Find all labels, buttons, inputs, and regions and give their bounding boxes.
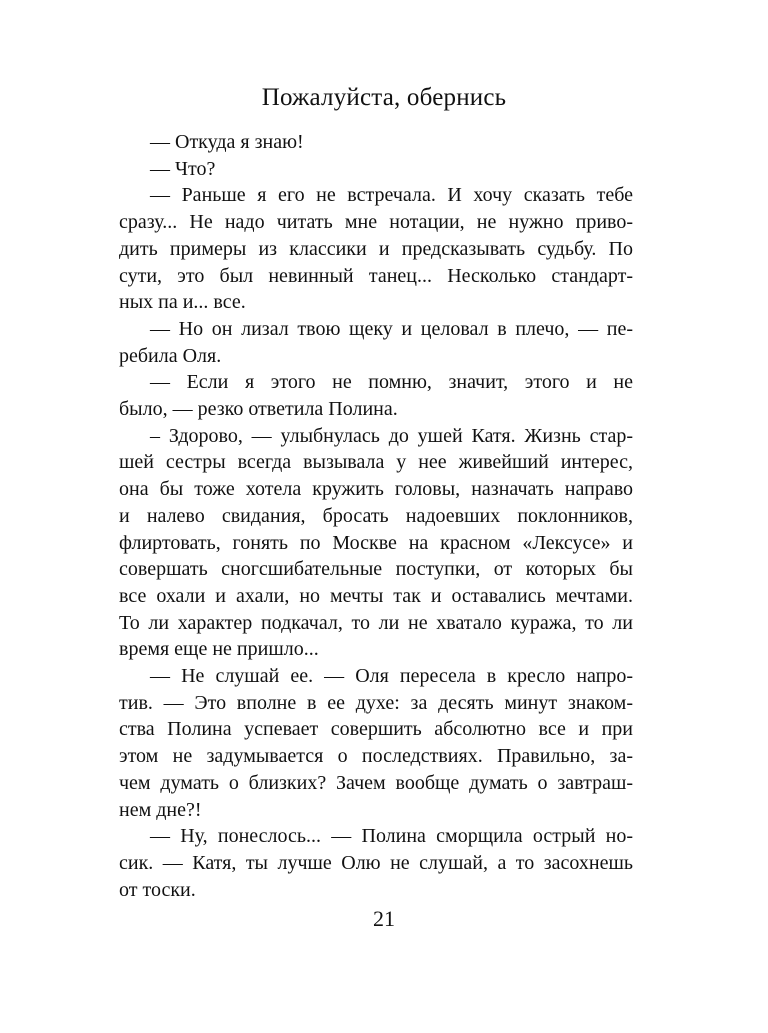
text-line-content: от тоски. [119, 878, 196, 901]
text-line [119, 369, 633, 396]
text-line-content: совершать сногсшибательные поступки, от которых бы [119, 558, 633, 581]
text-line [119, 236, 633, 263]
text-line [119, 583, 633, 610]
text-line [119, 850, 633, 877]
body-text [119, 129, 633, 903]
text-line-content: сик. — Катя, ты лучше Олю не слушай, а то засохнешь [119, 851, 633, 874]
text-line-content: было, — резко ответила Полина. [119, 398, 398, 421]
text-line-content: все охали и ахали, но мечты так и оставались мечтами. [119, 584, 633, 607]
text-line [119, 877, 633, 904]
text-line-content: и налево свидания, бросать надоевших поклонников, [119, 504, 633, 527]
text-line [119, 797, 633, 824]
text-line [119, 690, 633, 717]
text-line-content: этом не задумывается о последствиях. Правильно, за- [119, 745, 633, 768]
text-line [119, 743, 633, 770]
text-line-content: — Если я этого не помню, значит, этого и не [150, 371, 633, 394]
text-line-content: — Что? [150, 157, 216, 180]
text-line [119, 476, 633, 503]
text-line-content: — Ну, понеслось... — Полина сморщила острый но- [150, 825, 633, 848]
text-line [119, 289, 633, 316]
paragraph [119, 823, 633, 903]
text-line [119, 263, 633, 290]
text-line-content: — Но он лизал твою щеку и целовал в плечо, — пе- [150, 317, 633, 340]
text-line [119, 503, 633, 530]
text-line-content: чем думать о близких? Зачем вообще думать о завтраш- [119, 771, 633, 794]
text-line-content: ребила Оля. [119, 344, 222, 367]
text-line-content: То ли характер подкачал, то ли не хватало куража, то ли [119, 611, 633, 634]
text-line-content: время еще не пришло... [119, 638, 319, 661]
text-line-content: ных па и... все. [119, 291, 246, 314]
text-line-content: дить примеры из классики и предсказывать судьбу. По [119, 237, 633, 260]
text-line [119, 636, 633, 663]
text-line-content: — Откуда я знаю! [150, 131, 304, 153]
text-line-content: шей сестры всегда вызывала у нее живейший интерес, [119, 451, 633, 474]
text-line-content: она бы тоже хотела кружить головы, назначать направо [119, 478, 633, 501]
paragraph [119, 663, 633, 823]
text-line [119, 209, 633, 236]
paragraph [119, 129, 633, 156]
text-line-content: флиртовать, гонять по Москве на красном «Лексусе» и [119, 531, 633, 554]
paragraph [119, 182, 633, 316]
text-line [119, 556, 633, 583]
running-title: Пожалуйста, обернись [261, 84, 507, 111]
text-line [119, 156, 633, 183]
text-line [119, 610, 633, 637]
text-line-content: – Здорово, — улыбнулась до ушей Катя. Жизнь стар- [150, 424, 633, 447]
text-line [119, 716, 633, 743]
text-line [119, 396, 633, 423]
text-line [119, 423, 633, 450]
paragraph [119, 156, 633, 183]
page-number: 21 [373, 906, 395, 931]
text-line-content: ства Полина успевает совершить абсолютно все и при [119, 718, 633, 741]
paragraph [119, 369, 633, 422]
text-line-content: сразу... Не надо читать мне нотации, не нужно приво- [119, 211, 633, 234]
paragraph [119, 316, 633, 369]
paragraph [119, 423, 633, 663]
text-line [119, 343, 633, 370]
text-line [119, 530, 633, 557]
text-line [119, 663, 633, 690]
text-line-content: — Раньше я его не встречала. И хочу сказать тебе [150, 184, 633, 207]
text-line [119, 129, 633, 156]
text-line [119, 823, 633, 850]
text-line [119, 449, 633, 476]
text-line-content: нем дне?! [119, 798, 202, 821]
text-line [119, 316, 633, 343]
text-line [119, 770, 633, 797]
text-line-content: сути, это был невинный танец... Несколько стандарт- [119, 264, 633, 287]
text-line [119, 182, 633, 209]
text-line-content: тив. — Это вполне в ее духе: за десять минут знаком- [119, 691, 633, 714]
text-line-content: — Не слушай ее. — Оля пересела в кресло напро- [150, 665, 633, 688]
